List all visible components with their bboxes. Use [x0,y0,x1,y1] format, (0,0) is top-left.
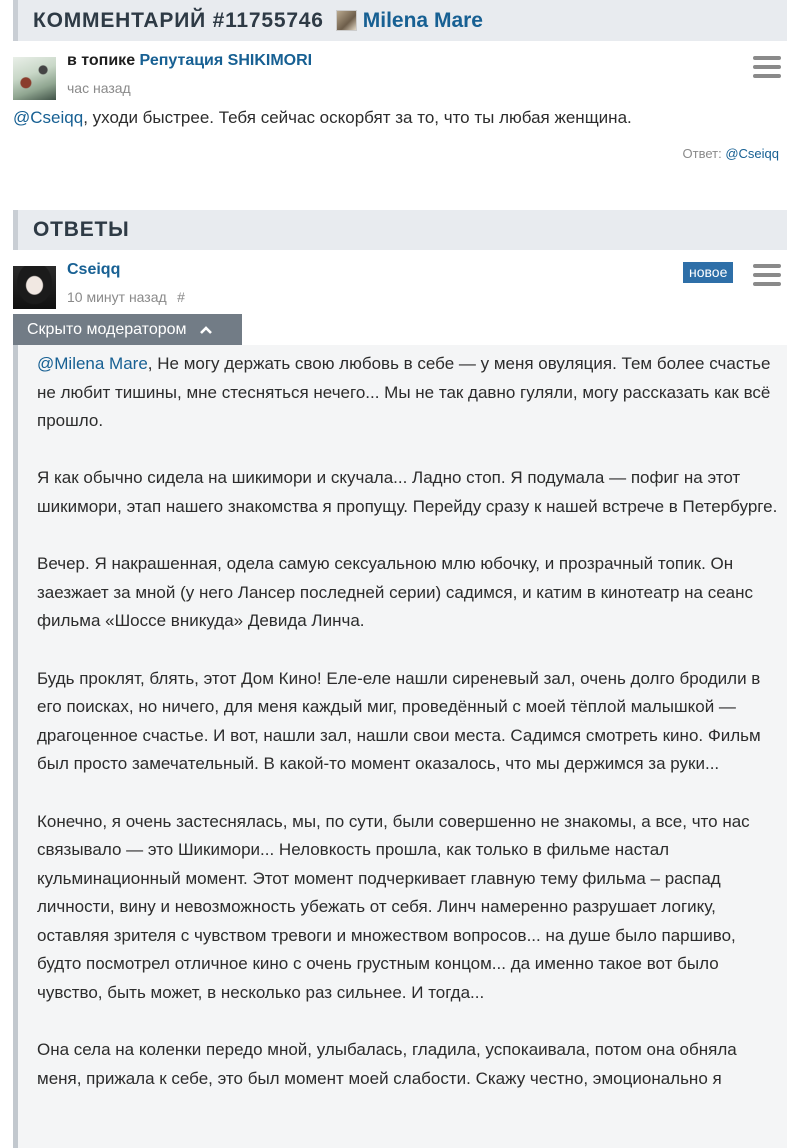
comment-menu-icon[interactable] [753,56,781,78]
answers-title: ОТВЕТЫ [33,218,130,241]
comment-author-avatar[interactable] [13,57,56,100]
new-badge: новое [683,262,733,283]
comment-title: КОММЕНТАРИЙ #11755746 [33,8,324,32]
reply-time[interactable]: 10 минут назад [67,289,167,305]
hidden-label: Скрыто модератором [27,320,187,338]
reply-to-user[interactable]: @Cseiqq [725,146,779,161]
hidden-by-moderator-toggle[interactable] [13,314,242,345]
reply-paragraph: Я как обычно сидела на шикимори и скучала... Ладно стоп. Я подумала — пофиг на этот шикимори, этап нашего знакомства я пропущу. Перейду сразу к нашей встрече в Петербурге. [37,468,778,516]
reply-permalink[interactable]: # [177,289,185,305]
comment-header [13,0,787,41]
reply-author-avatar[interactable] [13,266,56,309]
reply-to-line [683,146,780,161]
comment-mention[interactable]: @Cseiqq [13,108,84,127]
chevron-up-icon [199,322,213,338]
comment-text: , уходи быстрее. Тебя сейчас оскорбят за то, что ты любая женщина. [83,108,632,127]
reply-paragraph: Вечер. Я накрашенная, одела самую сексуальною млю юбочку, и прозрачный топик. Он заезжает за мной (у него Лансер последней серии) садимся, и катим в кинотеатр на сеанс фильма «Шоссе вникуда» Девида Линча. [37,554,753,631]
topic-prefix: в топике [67,52,136,69]
reply-to-label: Ответ: [682,146,722,161]
reply-meta [67,289,185,307]
hidden-reply-content [13,345,787,1148]
comment-topic-line [67,52,312,70]
header-user-link[interactable] [336,9,483,33]
comment-time[interactable]: час назад [67,80,131,96]
reply-paragraph: Она села на коленки передо мной, улыбалась, гладила, успокаивала, потом она обняла меня, прижала к себе, это был момент моей слабости. Скажу честно, эмоционально я [37,1040,737,1088]
comment-body [13,104,787,133]
answers-header [13,210,787,250]
reply-paragraph: Конечно, я очень застеснялась, мы, по сути, были совершенно не знакомы, а все, что нас связывало — это Шикимори... Неловкость прошла, как только в фильме настал кульминационный момент. Этот момент подчеркивает главную тему фильма – распад личности, вину и невозможность убежать от себя. Линч намеренно разрушает логику, оставляя зрителя с чувством тревоги и множеством вопросов... на душе было паршиво, будто посмотрел отличное кино с очень грустным концом... да именно такое вот было чувство, быть может, в несколько раз сильнее. И тогда... [37,811,750,1003]
reply-paragraph: Будь проклят, блять, этот Дом Кино! Еле-еле нашли сиреневый зал, очень долго бродили в его поисках, но ничего, для меня каждый миг, проведённый с моей тёплой малышкой — драгоценное счастье. И вот, нашли зал, нашли свои места. Садимся смотреть кино. Фильм был просто замечательный. В какой-то момент оказалось, что мы держимся за руки... [37,668,761,774]
reply-paragraph-text: , Не могу держать свою любовь в себе — у меня овуляция. Тем более счастье не любит тишины, мне стесняться нечего... Мы не так давно гуляли, могу рассказать как всё прошло. [37,354,771,431]
topic-link[interactable]: Репутация SHIKIMORI [139,52,313,69]
reply-menu-icon[interactable] [753,264,781,286]
reply-mention[interactable]: @Milena Mare [37,354,148,373]
header-avatar[interactable] [336,10,357,31]
header-username[interactable]: Milena Mare [362,8,483,32]
reply-username[interactable]: Cseiqq [67,261,121,278]
reply-paragraph [37,350,779,436]
